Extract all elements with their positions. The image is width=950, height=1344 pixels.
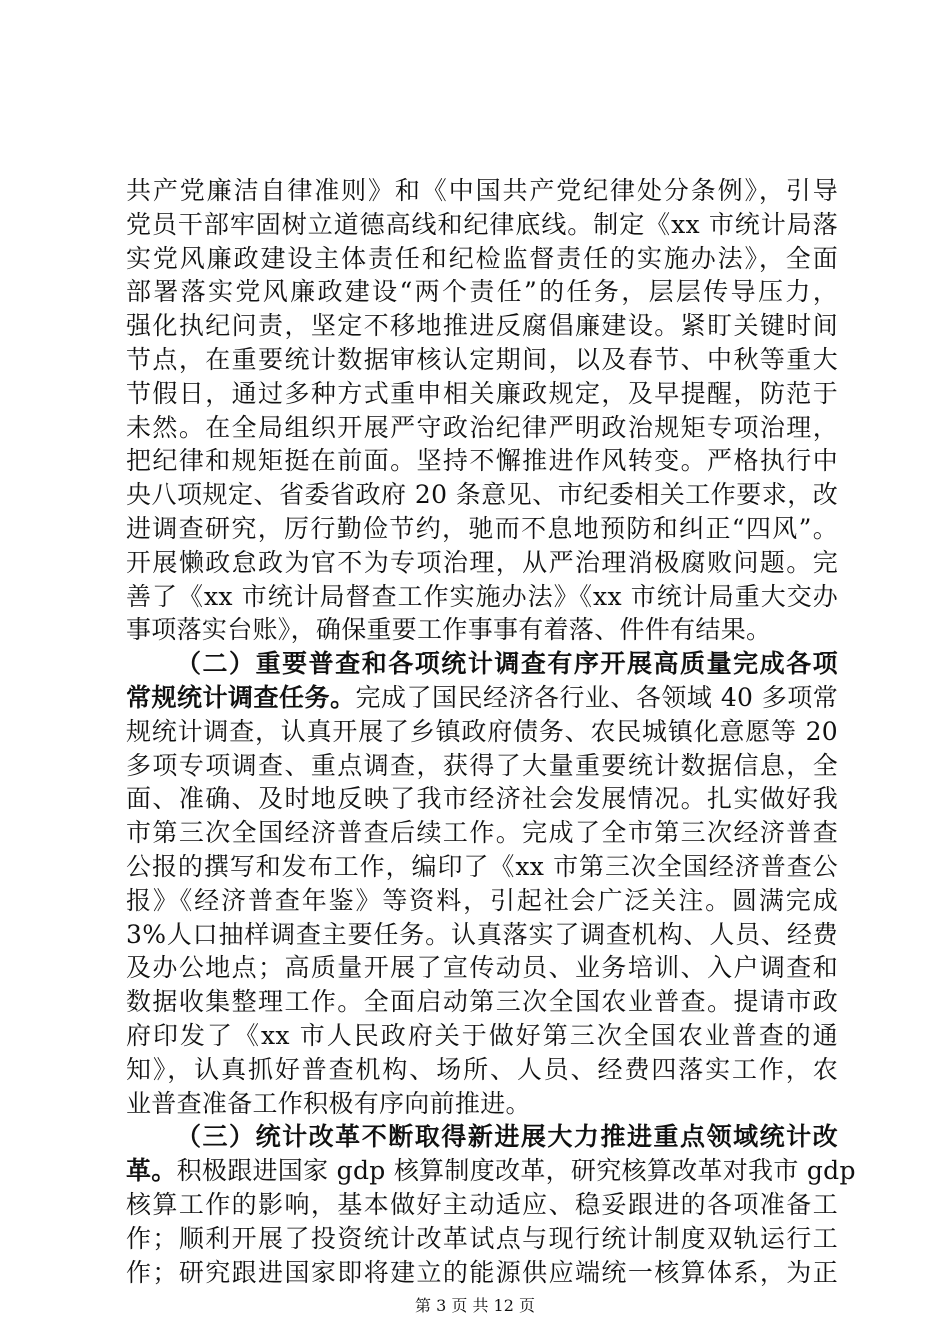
text-line: 作；顺利开展了投资统计改革试点与现行统计制度双轨运行工 (126, 1223, 838, 1253)
text-line: 市第三次全国经济普查后续工作。完成了全市第三次经济普查 (126, 818, 838, 848)
text-line: 善了《xx 市统计局督查工作实施办法》《xx 市统计局重大交办 (126, 581, 838, 611)
text-line: 强化执纪问责，坚定不移地推进反腐倡廉建设。紧盯关键时间 (126, 311, 838, 341)
page-footer: 第 3 页 共 12 页 (415, 1296, 535, 1315)
text-line: 共产党廉洁自律准则》和《中国共产党纪律处分条例》，引导 (126, 176, 838, 205)
text-line: 节假日，通过多种方式重申相关廉政规定，及早提醒，防范于 (126, 378, 838, 408)
section-heading-three-cont: 革。 (126, 1156, 177, 1186)
section-heading-two-cont: 常规统计调查任务。 (126, 682, 356, 712)
paragraph-party-conduct (126, 174, 838, 647)
text-line: 知》，认真抓好普查机构、场所、人员、经费四落实工作，农 (126, 1054, 838, 1084)
text-line: 多项专项调查、重点调查，获得了大量重要统计数据信息，全 (126, 750, 838, 780)
text-line (126, 1154, 856, 1188)
text-line: 党员干部牢固树立道德高线和纪律底线。制定《xx 市统计局落 (126, 209, 838, 239)
text-line: 规统计调查，认真开展了乡镇政府债务、农民城镇化意愿等 20 (126, 716, 838, 746)
text-line: 开展懒政怠政为官不为专项治理，从严治理消极腐败问题。完 (126, 547, 838, 577)
paragraph-surveys (126, 647, 838, 1120)
text-line: 面、准确、及时地反映了我市经济社会发展情况。扎实做好我 (126, 784, 838, 814)
section-heading-two: （二）重要普查和各项统计调查有序开展高质量完成各项 (176, 649, 838, 679)
text-line: 把纪律和规矩挺在前面。坚持不懈推进作风转变。严格执行中 (126, 446, 838, 476)
text-line: 报》《经济普查年鉴》等资料，引起社会广泛关注。圆满完成 (126, 885, 838, 915)
text-line (126, 681, 838, 715)
text-line: 业普查准备工作积极有序向前推进。 (126, 1088, 531, 1118)
text-line: 公报的撰写和发布工作，编印了《xx 市第三次全国经济普查公 (126, 851, 838, 881)
paragraph-reform (126, 1120, 856, 1289)
text-line: 事项落实台账》，确保重要工作事事有着落、件件有结果。 (126, 615, 772, 645)
text-line: 部署落实党风廉政建设“两个责任”的任务，层层传导压力， (126, 277, 838, 307)
text-line: 府印发了《xx 市人民政府关于做好第三次全国农业普查的通 (126, 1020, 838, 1050)
text-line: 节点，在重要统计数据审核认定期间，以及春节、中秋等重大 (126, 344, 838, 374)
text-line: 作；研究跟进国家即将建立的能源供应端统一核算体系，为正 (126, 1257, 838, 1287)
text-line: 数据收集整理工作。全面启动第三次全国农业普查。提请市政 (126, 987, 838, 1017)
document-body (126, 174, 856, 1289)
text-fragment: 完成了国民经济各行业、各领域 40 多项常 (355, 682, 838, 712)
text-line: 核算工作的影响，基本做好主动适应、稳妥跟进的各项准备工 (126, 1189, 838, 1219)
text-line: 央八项规定、省委省政府 20 条意见、市纪委相关工作要求，改 (126, 480, 838, 510)
text-line: 进调查研究，厉行勤俭节约，驰而不息地预防和纠正“四风”。 (126, 513, 838, 543)
text-line: 未然。在全局组织开展严守政治纪律严明政治规矩专项治理， (126, 412, 838, 442)
text-fragment: 积极跟进国家 gdp 核算制度改革，研究核算改革对我市 gdp (176, 1156, 856, 1186)
text-line: 3%人口抽样调查主要任务。认真落实了调查机构、人员、经费 (126, 919, 838, 949)
text-line: 实党风廉政建设主体责任和纪检监督责任的实施办法》，全面 (126, 243, 838, 273)
section-heading-three: （三）统计改革不断取得新进展大力推进重点领域统计改 (176, 1122, 838, 1152)
text-line: 及办公地点；高质量开展了宣传动员、业务培训、入户调查和 (126, 953, 838, 983)
